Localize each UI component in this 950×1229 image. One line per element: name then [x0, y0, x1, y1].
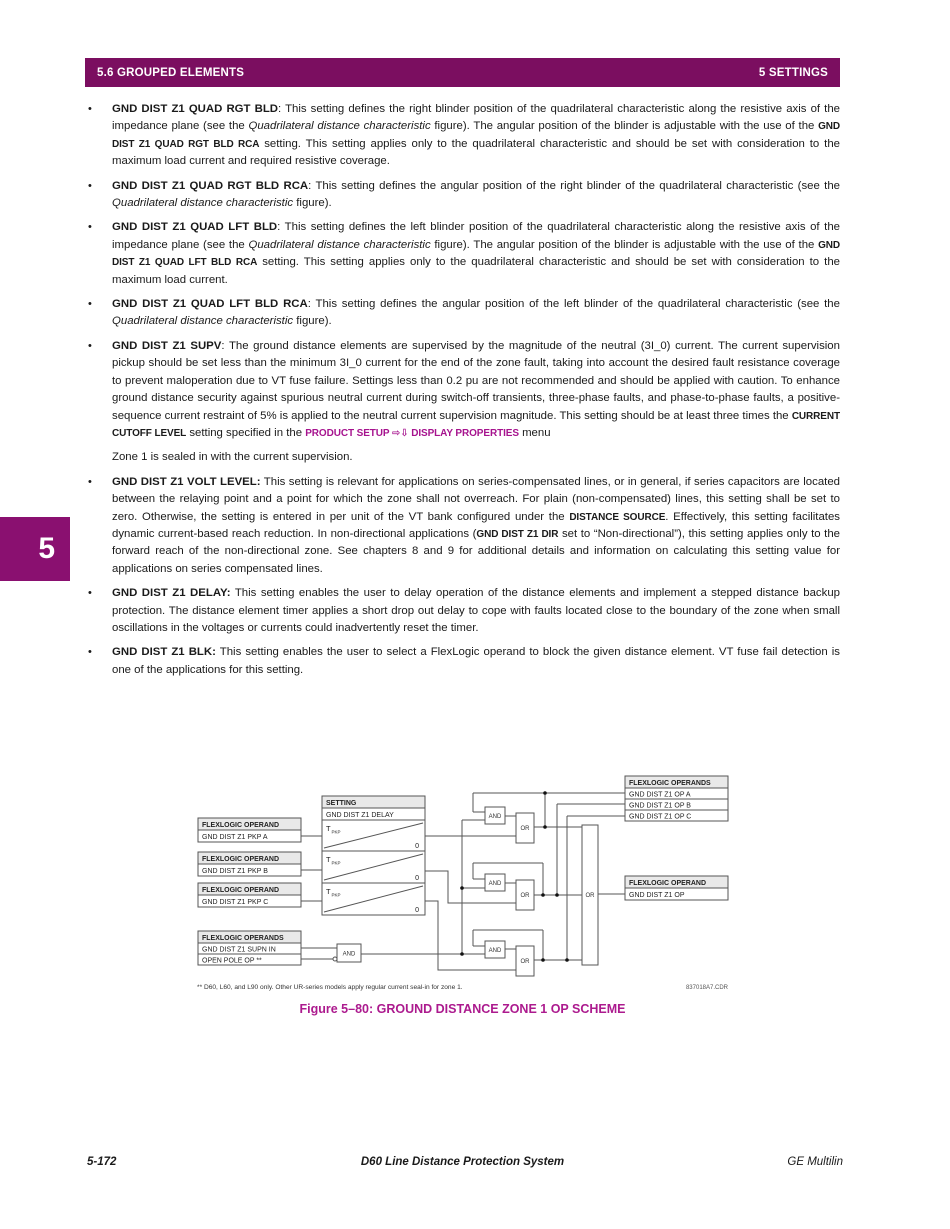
- gate-label: AND: [488, 881, 502, 887]
- operand-label: GND DIST Z1 OP A: [629, 791, 691, 799]
- operand-box-op: [625, 876, 728, 900]
- paragraph-text: GND DIST Z1 QUAD LFT BLD: This setting defines the left blinder position of the quadrilateral characteristic along the resistive axis of the impedance plane (see the Quadrilateral distance characteristic figure). The angular position of the blinder is adjustable with the use of the GND DIST Z1 QUAD LFT BLD RCA setting. This setting applies only to the quadrilateral characteristic and should be set with consideration to the maximum load current.: [112, 221, 841, 286]
- gate-label: AND: [342, 951, 356, 958]
- chapter-tab: 5: [0, 517, 70, 581]
- gate-label: AND: [488, 814, 502, 820]
- bullet-marker: •: [88, 103, 92, 115]
- box-header: FLEXLOGIC OPERAND: [202, 856, 280, 863]
- setting-label: GND DIST Z1 DELAY: [326, 812, 394, 819]
- body-text: [85, 101, 840, 686]
- bullet-paragraph: [85, 296, 840, 331]
- box-header: FLEXLOGIC OPERANDS: [202, 935, 284, 942]
- box-header: SETTING: [326, 800, 357, 807]
- operand-box-pkp-b: [198, 852, 301, 876]
- or-gate-a: [516, 813, 534, 843]
- operand-label: OPEN POLE OP **: [202, 957, 262, 965]
- figure-drawing-number: 837018A7.CDR: [685, 985, 728, 991]
- timer-reset: 0: [415, 907, 419, 914]
- operand-label: GND DIST Z1 PKP A: [202, 834, 268, 841]
- bullet-marker: •: [88, 339, 92, 352]
- and-gate-a: [485, 807, 505, 824]
- paragraph-text: GND DIST Z1 SUPV: The ground distance elements are supervised by the magnitude of the neutral (3I_0) current. The current supervision pickup should be set less than the minimum 3I_0 current for the end of the zone fault, taking into account the desired fault resistance coverage to prevent maloperation due to VT fuse failure. Settings less than 0.2 pu are not recommended and should be applied with caution. To enhance ground distance security against spurious neutral current during switch-off transients, three-phase faults, and phase-to-phase faults, a positive-sequence current restraint of 5% is applied to the neutral current supervision magnitude. This setting should be at least three times the CURRENT CUTOFF LEVEL setting specified in the PRODUCT SETUP ⇨⇩ DISPLAY PROPERTIES menu: [112, 339, 840, 439]
- or-gate-main: [582, 825, 598, 965]
- operand-box-supervision: [198, 931, 301, 965]
- timer-subscript: PKP: [331, 892, 341, 898]
- gate-label: OR: [520, 893, 530, 899]
- timer-symbol: T: [326, 824, 331, 833]
- operand-label: GND DIST Z1 PKP C: [202, 899, 269, 906]
- or-gate-c: [516, 946, 534, 976]
- operand-label: GND DIST Z1 SUPN IN: [202, 946, 276, 954]
- page-header-bar: [85, 58, 840, 87]
- bullet-marker: •: [88, 221, 92, 234]
- page-number: 5-172: [87, 1156, 117, 1168]
- logic-diagram: [190, 768, 750, 1000]
- operand-box-op-abc: [625, 776, 728, 821]
- bullet-marker: •: [88, 646, 92, 659]
- bullet-paragraph: [85, 644, 840, 679]
- bullet-paragraph: [85, 101, 840, 171]
- timer-symbol: T: [326, 887, 331, 896]
- junction-dots: [460, 791, 569, 962]
- operand-label: GND DIST Z1 OP: [629, 892, 685, 899]
- invert-bubble: [333, 957, 337, 961]
- bullet-marker: •: [88, 179, 92, 192]
- bullet-paragraph: [85, 474, 840, 578]
- plain-paragraph: [85, 449, 840, 466]
- footer-title: D60 Line Distance Protection System: [360, 1156, 565, 1168]
- box-header: FLEXLOGIC OPERAND: [629, 880, 707, 887]
- figure-footnote: ** D60, L60, and L90 only. Other UR-series models apply regular current seal-in for zone 1.: [197, 984, 463, 991]
- bullet-marker: •: [88, 587, 92, 600]
- figure-caption: Figure 5–80: GROUND DISTANCE ZONE 1 OP SCHEME: [299, 1002, 626, 1016]
- section-title: 5.6 GROUPED ELEMENTS: [97, 66, 245, 79]
- and-gate-c: [485, 941, 505, 958]
- paragraph-text: GND DIST Z1 DELAY: This setting enables the user to delay operation of the distance elements and implement a stepped distance backup protection. The distance element timer applies a short drop out delay to cope with faults located close to the boundary of the zone when small oscillations in the voltages or currents could inadvertently reset the timer.: [112, 587, 840, 634]
- timer-symbol: T: [326, 855, 331, 864]
- gate-label: AND: [488, 948, 502, 954]
- timer-reset: 0: [415, 843, 419, 850]
- or-gate-b: [516, 880, 534, 910]
- setting-timer-box: [322, 796, 425, 915]
- gate-label: OR: [520, 826, 530, 832]
- bullet-marker: •: [88, 475, 92, 488]
- and-gate-supervision: [333, 944, 361, 962]
- bullet-paragraph: [85, 178, 840, 213]
- operand-box-pkp-a: [198, 818, 301, 842]
- bullet-paragraph: [85, 219, 840, 289]
- box-header: FLEXLOGIC OPERAND: [202, 822, 280, 829]
- paragraph-text: GND DIST Z1 QUAD LFT BLD RCA: This setting defines the angular position of the left blinder of the quadrilateral characteristic (see the Quadrilateral distance characteristic figure).: [112, 298, 840, 328]
- bullet-paragraph: [85, 338, 840, 442]
- bullet-marker: •: [88, 298, 92, 311]
- operand-label: GND DIST Z1 PKP B: [202, 868, 268, 875]
- chapter-title: 5 SETTINGS: [758, 66, 828, 79]
- timer-reset: 0: [415, 875, 419, 882]
- paragraph-text: Zone 1 is sealed in with the current supervision.: [112, 451, 353, 464]
- timer-subscript: PKP: [331, 829, 341, 835]
- paragraph-text: GND DIST Z1 BLK: This setting enables the user to select a FlexLogic operand to block the given distance element. VT fuse fail detection is one of the applications for this setting.: [112, 646, 840, 676]
- gate-label: OR: [520, 959, 530, 965]
- operand-label: GND DIST Z1 OP B: [629, 802, 691, 810]
- paragraph-text: GND DIST Z1 VOLT LEVEL: This setting is relevant for applications on series-compensated lines, or in general, if series capacitors are located between the relaying point and a point for which the zone shall not overreach. For plain (non-compensated) lines, this setting shall be set to zero. Otherwise, the setting is entered in per unit of the VT bank configured under the DISTANCE SOURCE. Effectively, this setting facilitates dynamic current-based reach reduction. In non-directional applications (GND DIST Z1 DIR set to “Non-directional”), this setting applies only to the forward reach of the non-directional zone. See chapters 8 and 9 for additional details and information on calculating this setting value for applications on series compensated lines.: [112, 475, 841, 575]
- operand-box-pkp-c: [198, 883, 301, 907]
- and-gate-b: [485, 874, 505, 891]
- gate-label: OR: [585, 893, 595, 899]
- timer-subscript: PKP: [331, 860, 341, 866]
- paragraph-text: GND DIST Z1 QUAD RGT BLD RCA: This setting defines the angular position of the right blinder of the quadrilateral characteristic (see the Quadrilateral distance characteristic figure).: [112, 179, 841, 210]
- box-header: FLEXLOGIC OPERAND: [202, 887, 280, 894]
- footer-brand: GE Multilin: [787, 1156, 843, 1168]
- box-header: FLEXLOGIC OPERANDS: [629, 780, 711, 787]
- operand-label: GND DIST Z1 OP C: [629, 813, 692, 821]
- bullet-spacer: [85, 449, 112, 466]
- bullet-paragraph: [85, 585, 840, 637]
- paragraph-text: GND DIST Z1 QUAD RGT BLD: This setting defines the right blinder position of the quadrilateral characteristic along the resistive axis of the impedance plane (see the Quadrilateral distance characteristic figure). The angular position of the blinder is adjustable with the use of the GND DIST Z1 QUAD RGT BLD RCA setting. This setting applies only to the quadrilateral characteristic and should be set with consideration to the maximum load current and required resistive coverage.: [112, 103, 841, 168]
